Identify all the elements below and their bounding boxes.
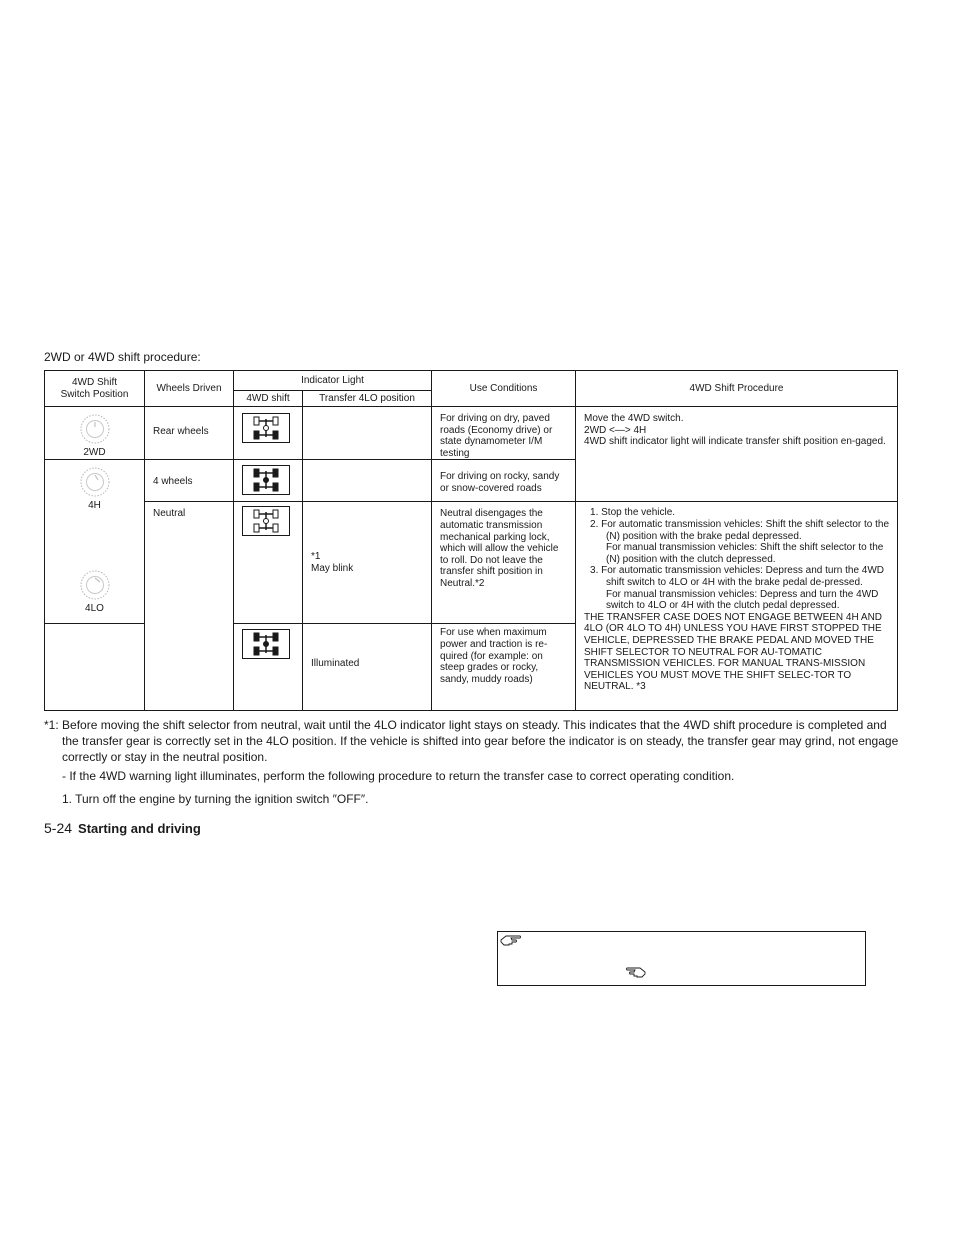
reference-box (497, 931, 866, 986)
4wd-indicator-icon (242, 629, 290, 659)
header-indicator-4wd: 4WD shift (234, 391, 303, 407)
wheels-rear: Rear wheels (153, 426, 209, 437)
procedure-cell-2wd-4h (576, 407, 898, 502)
page-number: 5-24 (44, 820, 73, 836)
shift-procedure-table (44, 370, 898, 711)
header-use-conditions: Use Conditions (432, 371, 576, 407)
use-4lo: For use when maximum power and traction is re-quired (for example: on steep grades or rocky, sandy, muddy roads) (440, 627, 548, 685)
header-wheels-driven: Wheels Driven (145, 371, 234, 407)
wheels-neutral: Neutral (153, 508, 186, 520)
table-row-neutral (45, 502, 898, 624)
procedure-a-line2: 2WD <—> 4H (584, 424, 647, 436)
wheels-4h: 4 wheels (153, 476, 193, 488)
table-row-2wd (45, 407, 898, 460)
procedure-b-step3-sub: For manual transmission vehicles: Depress and turn the 4WD switch to 4LO or 4H with the clutch pedal depressed. (606, 588, 879, 612)
4wd-indicator-icon (242, 465, 290, 495)
switch-cell-4lo (45, 603, 145, 711)
switch-label-2wd: 2WD (83, 447, 106, 458)
procedure-cell-neutral-4lo (576, 502, 898, 711)
header-shift-procedure: 4WD Shift Procedure (576, 371, 898, 407)
header-indicator-4lo: Transfer 4LO position (303, 391, 432, 407)
rotary-switch-knob-icon (79, 569, 111, 601)
section-title: Starting and driving (78, 821, 201, 836)
lo-may-blink: May blink (311, 562, 354, 574)
procedure-b-step1: 1. Stop the vehicle. (590, 507, 676, 519)
procedure-heading: 2WD or 4WD shift procedure: (44, 350, 201, 364)
pointing-hand-icon (626, 966, 646, 979)
header-switch-position: 4WD Shift Switch Position (45, 371, 145, 407)
procedure-b-step2-sub: For manual transmission vehicles: Shift the shift selector to the (N) position with the clutch depressed. (606, 542, 884, 565)
header-indicator-light: Indicator Light (234, 371, 432, 391)
use-2wd: For driving on dry, paved roads (Economy drive) or state dynamometer I/M testing (440, 413, 553, 459)
pointing-hand-icon (500, 933, 522, 947)
procedure-b-step3: 3. For automatic transmission vehicles: Depress and turn the 4WD shift switch to 4LO or 4H with the brake pedal de-pressed. (590, 565, 885, 588)
procedure-a-line3: 4WD shift indicator light will indicate transfer shift position en-gaged. (584, 436, 886, 448)
lo-illuminated: Illuminated (311, 658, 360, 670)
rotary-switch-knob-icon (79, 413, 111, 445)
4wd-indicator-icon (242, 413, 290, 443)
footnote-warning-light: - If the 4WD warning light illuminates, perform the following procedure to return the transfer case to correct operating condition. (62, 769, 735, 783)
footnotes (44, 717, 900, 807)
page-footer (44, 820, 201, 836)
switch-cell-2wd (45, 407, 145, 460)
procedure-b-warning: THE TRANSFER CASE DOES NOT ENGAGE BETWEEN 4H AND 4LO (OR 4LO TO 4H) UNLESS YOU HAVE FIRST STOPPED THE VEHICLE, DEPRESSED THE BRAKE PEDAL AND MOVED THE SHIFT SELECTOR TO NEUTRAL FOR AU-TOMATIC TRANSMISSION VEHICLES. FOR MANUAL TRANS-MISSION VEHICLES YOU MUST MOVE THE SHIFT SELEC-TOR TO NEUTRAL. *3 (584, 611, 883, 693)
rotary-switch-knob-icon (79, 466, 111, 498)
footnote-1: *1: Before moving the shift selector from neutral, wait until the 4LO indicator light stays on steady. This indicates that the 4WD shift procedure is completed and the transfer gear is correctly set in the 4LO position. If the vehicle is shifted into gear before the indicator is on steady, the transfer gear may grind, not engage correctly or stay in the neutral position. (44, 718, 899, 764)
procedure-b-step2: 2. For automatic transmission vehicles: Shift the shift selector to the (N) position with the brake pedal depressed. (590, 518, 890, 542)
use-4h: For driving on rocky, sandy or snow-covered roads (440, 471, 560, 494)
use-neutral: Neutral disengages the automatic transmission mechanical parking lock, which will allow the vehicle to roll. Do not leave the transfer shift position in Neutral.*2 (440, 508, 559, 589)
4wd-indicator-icon (242, 506, 290, 536)
procedure-a-line1: Move the 4WD switch. (584, 413, 684, 424)
footnote-step-1: 1. Turn off the engine by turning the ignition switch ″OFF″. (62, 792, 369, 806)
lo-note-ref: *1 (311, 551, 321, 563)
switch-label-4lo: 4LO (85, 603, 104, 615)
switch-label-4h: 4H (88, 500, 101, 512)
